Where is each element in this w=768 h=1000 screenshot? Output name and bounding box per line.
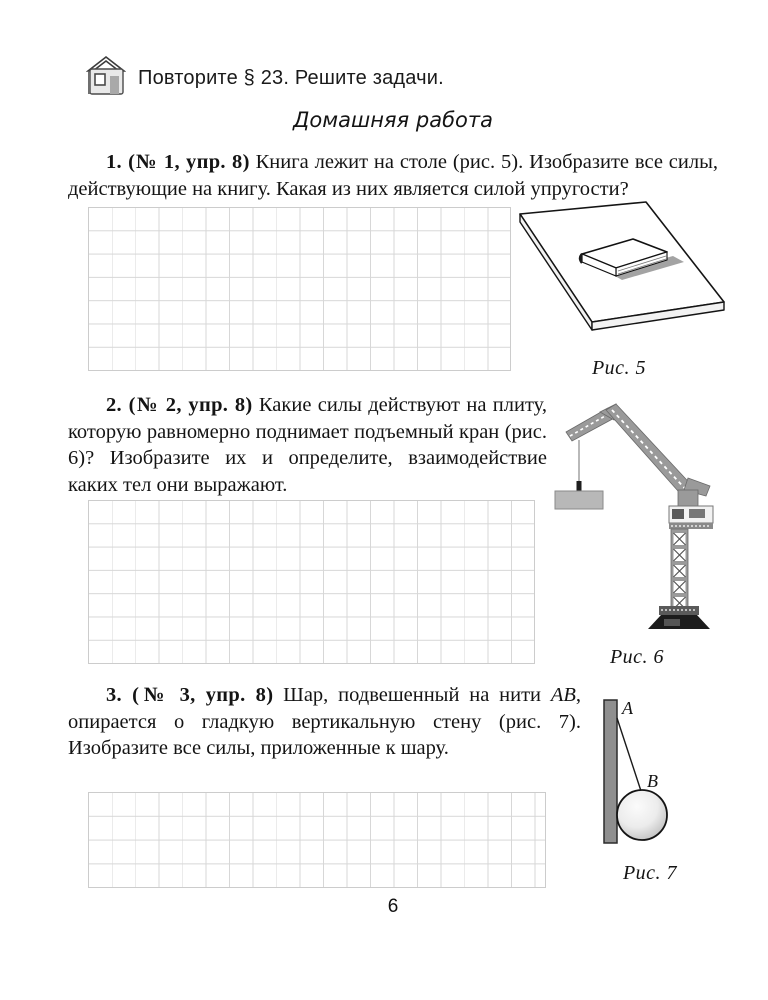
figure-6 bbox=[542, 396, 732, 669]
homework-header bbox=[86, 54, 444, 103]
task-1-text bbox=[68, 149, 718, 202]
answer-grid-2 bbox=[88, 500, 535, 664]
point-a-label: A bbox=[622, 698, 633, 718]
figure-5-caption: Рис. 5 bbox=[591, 357, 647, 379]
ball-against-wall-icon bbox=[594, 698, 706, 854]
tower-crane-icon bbox=[542, 626, 732, 643]
repeat-instruction: Повторите § 23. Решите задачи. bbox=[138, 67, 444, 89]
figure-5 bbox=[506, 198, 732, 380]
page-number: 6 bbox=[387, 896, 399, 917]
answer-grid-1 bbox=[88, 207, 511, 371]
task-3-body-2: , опирается о гладкую вертикальную стену (рис. 7). Изобразите все силы, приложенные к шару. bbox=[68, 684, 581, 759]
book-on-table-icon bbox=[506, 337, 732, 354]
task-1-number: 1. (№ 1, упр. 8) bbox=[106, 151, 250, 173]
task-3-body-1: Шар, подвешенный на нити bbox=[283, 684, 551, 706]
house-icon bbox=[86, 54, 126, 103]
task-3-text bbox=[68, 682, 581, 762]
task-2-text bbox=[68, 392, 547, 498]
figure-6-caption: Рис. 6 bbox=[609, 646, 665, 668]
task-1-body: Книга лежит на столе (рис. 5). Изобразите все силы, действующие на книгу. Какая из них является силой упругости? bbox=[68, 151, 718, 200]
task-3-number: 3. (№ 3, упр. 8) bbox=[106, 684, 274, 706]
answer-grid-3 bbox=[88, 792, 546, 888]
task-2-body: Какие силы действуют на плиту, которую равномерно поднимает подъемный кран (рис. 6)? Изобразите их и определите, взаимодействие каких тел они выражают. bbox=[68, 394, 547, 496]
figure-7-caption: Рис. 7 bbox=[622, 862, 678, 884]
homework-title: Домашняя работа bbox=[293, 108, 493, 132]
task-3-ab-label: AB bbox=[550, 684, 576, 706]
figure-7 bbox=[594, 692, 706, 885]
point-b-label: B bbox=[647, 771, 658, 791]
task-2-number: 2. (№ 2, упр. 8) bbox=[106, 394, 253, 416]
